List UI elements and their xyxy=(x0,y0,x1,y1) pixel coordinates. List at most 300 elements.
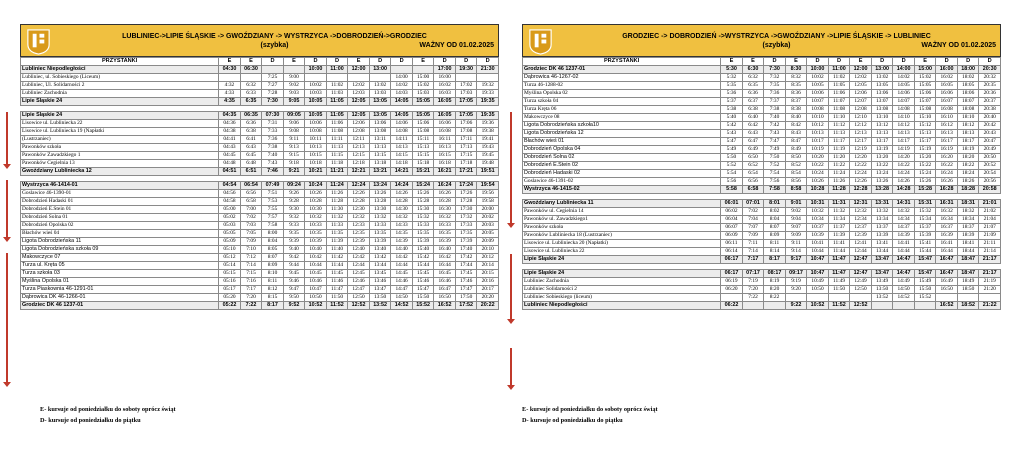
departure-time: 7:36 xyxy=(262,136,284,144)
departure-time: 05:20 xyxy=(219,294,241,302)
departure-time: 16:47 xyxy=(434,286,456,294)
day-code-header: D xyxy=(893,58,915,66)
departure-time: 11:47 xyxy=(828,256,850,264)
departure-time: 14:37 xyxy=(893,224,915,232)
table-row xyxy=(523,114,1001,122)
valid-from: WAŻNY OD 01.02.2025 xyxy=(419,41,494,49)
departure-time: 15:28 xyxy=(914,186,936,194)
stop-name: Wystrzyca 46-1414-01 xyxy=(21,182,219,190)
departure-time: 10:17 xyxy=(807,138,829,146)
departure-time: 16:49 xyxy=(936,278,958,286)
departure-time: 7:37 xyxy=(764,98,786,106)
departure-time: 9:17 xyxy=(785,256,807,264)
stop-name: Pawonków Lubliniecka 18 (Lustrzaniec) xyxy=(523,232,721,240)
departure-time: 5:37 xyxy=(721,98,743,106)
departure-time: 12:28 xyxy=(850,186,872,194)
departure-time: 12:06 xyxy=(850,90,872,98)
departure-time: 19:41 xyxy=(477,136,499,144)
departure-time: 05:22 xyxy=(219,302,241,310)
departure-time: 12:37 xyxy=(850,224,872,232)
departure-time: 11:33 xyxy=(326,222,348,230)
table-row xyxy=(21,198,499,206)
departure-time: 10:44 xyxy=(305,262,327,270)
departure-time: 10:00 xyxy=(305,66,327,74)
table-row xyxy=(523,130,1001,138)
departure-time: 5:38 xyxy=(721,106,743,114)
departure-time: 14:46 xyxy=(391,278,413,286)
stop-name: Gwoździany Lubliniecka 12 xyxy=(21,168,219,176)
departure-time: 14:02 xyxy=(893,74,915,82)
departure-time: 13:17 xyxy=(871,138,893,146)
departure-time xyxy=(893,302,915,310)
table-row xyxy=(21,246,499,254)
departure-time: 10:52 xyxy=(305,302,327,310)
departure-time: 14:50 xyxy=(893,286,915,294)
departure-time: 16:05 xyxy=(434,112,456,120)
departure-time: 11:50 xyxy=(326,294,348,302)
route-subtitle: (szybka) xyxy=(260,41,289,49)
departure-time: 19:54 xyxy=(477,182,499,190)
departure-time: 18:44 xyxy=(957,248,979,256)
departure-time: 18:06 xyxy=(957,90,979,98)
departure-time: 14:07 xyxy=(893,98,915,106)
departure-time: 20:40 xyxy=(979,114,1001,122)
departure-time: 6:42 xyxy=(742,122,764,130)
departure-time: 16:50 xyxy=(434,294,456,302)
departure-time: 20:49 xyxy=(979,146,1001,154)
departure-time: 15:12 xyxy=(914,122,936,130)
departure-time: 13:24 xyxy=(369,182,391,190)
table-row xyxy=(21,278,499,286)
departure-time: 14:17 xyxy=(893,138,915,146)
table-row xyxy=(21,222,499,230)
departure-time: 11:00 xyxy=(828,66,850,74)
departure-time: 13:39 xyxy=(369,238,391,246)
departure-time: 06:17 xyxy=(721,256,743,264)
departure-time xyxy=(412,66,434,74)
departure-time: 13:40 xyxy=(369,246,391,254)
departure-time: 12:22 xyxy=(850,162,872,170)
table-row xyxy=(21,128,499,136)
legend-e: E- kursuje od poniedziałku do soboty oprócz świąt xyxy=(522,406,658,413)
departure-time: 14:11 xyxy=(391,136,413,144)
departure-time: 12:46 xyxy=(348,278,370,286)
departure-time: 8:47 xyxy=(785,138,807,146)
departure-time: 6:48 xyxy=(240,160,262,168)
departure-time: 8:20 xyxy=(764,286,786,294)
departure-time: 13:28 xyxy=(369,198,391,206)
departure-time: 13:41 xyxy=(871,240,893,248)
departure-time xyxy=(742,302,764,310)
departure-time: 8:14 xyxy=(764,248,786,256)
departure-time: 13:05 xyxy=(369,112,391,120)
departure-time: 15:15 xyxy=(412,152,434,160)
departure-time: 12:47 xyxy=(348,286,370,294)
departure-time: 16:32 xyxy=(434,214,456,222)
departure-time: 12:21 xyxy=(348,168,370,176)
departure-time: 13:35 xyxy=(369,230,391,238)
departure-time: 15:52 xyxy=(914,294,936,302)
departure-time: 19:43 xyxy=(477,144,499,152)
stop-name: Dobrodzień E.Stein 01 xyxy=(21,206,219,214)
departure-time: 10:35 xyxy=(305,230,327,238)
departure-time: 5:43 xyxy=(721,130,743,138)
departure-time: 14:21 xyxy=(391,168,413,176)
departure-time: 8:49 xyxy=(785,146,807,154)
departure-time: 20:00 xyxy=(477,206,499,214)
departure-time: 16:26 xyxy=(936,178,958,186)
departure-time: 18:39 xyxy=(957,232,979,240)
day-code-header: E xyxy=(850,58,872,66)
stop-name: Turza ul. Kręta 05 xyxy=(21,262,219,270)
departure-time: 9:09 xyxy=(785,232,807,240)
header-left xyxy=(20,24,499,57)
departure-time: 13:37 xyxy=(871,224,893,232)
departure-time: 11:42 xyxy=(326,254,348,262)
day-code-header: D xyxy=(957,58,979,66)
departure-time: 06:09 xyxy=(721,232,743,240)
departure-time: 11:46 xyxy=(326,278,348,286)
departure-time: 14:15 xyxy=(391,152,413,160)
departure-time xyxy=(871,302,893,310)
departure-time: 16:00 xyxy=(434,74,456,82)
departure-time: 13:28 xyxy=(871,186,893,194)
departure-time: 12:10 xyxy=(850,114,872,122)
departure-time: 9:35 xyxy=(283,230,305,238)
stop-name: Ligota Dobrodzieńska szkoła 09 xyxy=(21,246,219,254)
departure-time: 10:02 xyxy=(807,74,829,82)
departure-time: 14:45 xyxy=(391,270,413,278)
departure-time: 16:07 xyxy=(936,98,958,106)
departure-time: 14:24 xyxy=(391,182,413,190)
departure-time: 11:24 xyxy=(828,170,850,178)
departure-time: 08:17 xyxy=(764,270,786,278)
departure-time: 7:43 xyxy=(262,160,284,168)
departure-time: 12:06 xyxy=(348,120,370,128)
departure-time: 16:40 xyxy=(434,246,456,254)
departure-time: 15:37 xyxy=(914,224,936,232)
departure-time: 09:24 xyxy=(283,182,305,190)
table-row xyxy=(21,206,499,214)
departure-time: 10:06 xyxy=(807,90,829,98)
table-row xyxy=(21,190,499,198)
departure-time: 7:22 xyxy=(742,294,764,302)
departure-time: 12:08 xyxy=(850,106,872,114)
departure-time: 15:06 xyxy=(914,90,936,98)
departure-time: 06:04 xyxy=(721,216,743,224)
departure-time: 10:21 xyxy=(305,168,327,176)
departure-time: 12:28 xyxy=(348,198,370,206)
departure-time: 13:50 xyxy=(871,286,893,294)
departure-time: 15:28 xyxy=(412,198,434,206)
departure-time: 05:03 xyxy=(219,222,241,230)
departure-time: 17:15 xyxy=(455,152,477,160)
departure-time: 8:35 xyxy=(785,82,807,90)
departure-time: 9:44 xyxy=(283,262,305,270)
departure-time: 14:35 xyxy=(391,230,413,238)
table-row xyxy=(21,214,499,222)
departure-time: 7:20 xyxy=(742,286,764,294)
stop-name: Lipie Śląskie 24 xyxy=(21,112,219,120)
stop-name: Dobrodzień Opolska 04 xyxy=(523,146,721,154)
departure-time: 10:34 xyxy=(807,216,829,224)
departure-time: 7:38 xyxy=(764,106,786,114)
stop-name: Lisowice ul. Lubliniecka 19 (Napłatki xyxy=(21,128,219,136)
departure-time: 06:17 xyxy=(721,270,743,278)
departure-time: 14:52 xyxy=(893,294,915,302)
departure-time: 13:47 xyxy=(871,270,893,278)
table-row xyxy=(21,112,499,120)
departure-time: 15:49 xyxy=(914,278,936,286)
departure-time: 4:35 xyxy=(219,98,241,106)
departure-time: 8:30 xyxy=(785,66,807,74)
departure-time: 11:44 xyxy=(828,248,850,256)
departure-time: 14:24 xyxy=(893,170,915,178)
stop-name: Lisowice ul. Lubliniecka 22 xyxy=(21,120,219,128)
departure-time xyxy=(219,74,241,82)
day-code-header: D xyxy=(979,58,1001,66)
table-row xyxy=(523,200,1001,208)
departure-time: 18:26 xyxy=(957,178,979,186)
departure-time: 04:38 xyxy=(219,128,241,136)
departure-time: 21:01 xyxy=(979,200,1001,208)
departure-time: 9:26 xyxy=(283,190,305,198)
departure-time: 11:11 xyxy=(326,136,348,144)
departure-time: 9:04 xyxy=(785,216,807,224)
departure-time xyxy=(262,66,284,74)
table-row xyxy=(523,224,1001,232)
departure-time: 11:05 xyxy=(326,112,348,120)
departure-time: 14:40 xyxy=(391,246,413,254)
departure-time: 14:08 xyxy=(893,106,915,114)
direction-arrow xyxy=(510,112,512,224)
departure-time: 13:05 xyxy=(369,98,391,106)
departure-time: 11:44 xyxy=(326,262,348,270)
departure-time: 11:28 xyxy=(326,198,348,206)
departure-time: 14:47 xyxy=(391,286,413,294)
departure-time: 11:26 xyxy=(828,178,850,186)
departure-time: 13:26 xyxy=(369,190,391,198)
stop-name: Goslawice 46-1390-01 xyxy=(21,190,219,198)
departure-time: 10:03 xyxy=(305,90,327,98)
table-row xyxy=(523,286,1001,294)
departure-time: 15:10 xyxy=(914,114,936,122)
day-code-header: E xyxy=(742,58,764,66)
departure-time: 15:18 xyxy=(412,160,434,168)
departure-time: 12:42 xyxy=(348,254,370,262)
departure-time: 20:42 xyxy=(979,122,1001,130)
departure-time: 05:09 xyxy=(219,238,241,246)
departure-time: 15:50 xyxy=(412,294,434,302)
departure-time: 17:11 xyxy=(455,136,477,144)
departure-time: 10:05 xyxy=(305,112,327,120)
departure-time: 19:35 xyxy=(477,112,499,120)
departure-time: 16:37 xyxy=(936,224,958,232)
logo-icon xyxy=(24,27,53,56)
day-code-header: D xyxy=(764,58,786,66)
departure-time: 13:03 xyxy=(369,90,391,98)
departure-time: 18:50 xyxy=(957,286,979,294)
departure-time: 16:20 xyxy=(936,154,958,162)
departure-time: 11:28 xyxy=(828,186,850,194)
departure-time: 11:52 xyxy=(828,302,850,310)
departure-time: 9:52 xyxy=(283,302,305,310)
stop-name: Ligota Dobrodzieńska 12 xyxy=(523,130,721,138)
departure-time: 8:11 xyxy=(262,278,284,286)
stop-name: Dobrodzień Opolska 02 xyxy=(21,222,219,230)
stop-name: Myślina Opolska 01 xyxy=(21,278,219,286)
departure-time: 13:22 xyxy=(871,162,893,170)
departure-time xyxy=(455,74,477,82)
departure-time: 14:02 xyxy=(391,82,413,90)
stop-name: Lubliniec Sobieskiego (liceum) xyxy=(523,294,721,302)
departure-time: 11:52 xyxy=(326,302,348,310)
departure-time: 10:26 xyxy=(807,178,829,186)
stop-name: Lipie Śląskie 24 xyxy=(21,98,219,106)
departure-time: 17:18 xyxy=(455,160,477,168)
departure-time: 11:49 xyxy=(828,278,850,286)
departure-time: 11:12 xyxy=(828,122,850,130)
departure-time: 15:17 xyxy=(914,138,936,146)
departure-time: 06:19 xyxy=(721,278,743,286)
departure-time: 7:40 xyxy=(262,152,284,160)
departure-time: 15:41 xyxy=(914,240,936,248)
day-code-header: E xyxy=(412,58,434,66)
day-code-header: E xyxy=(721,58,743,66)
departure-time: 10:24 xyxy=(807,170,829,178)
table-row xyxy=(21,82,499,90)
departure-time: 17:45 xyxy=(455,270,477,278)
departure-time: 7:49 xyxy=(764,146,786,154)
departure-time: 14:52 xyxy=(391,302,413,310)
departure-time: 14:30 xyxy=(391,206,413,214)
departure-time: 12:32 xyxy=(348,214,370,222)
route-subtitle: (szybka) xyxy=(762,41,791,49)
departure-time: 19:48 xyxy=(477,160,499,168)
departure-time: 12:47 xyxy=(850,256,872,264)
departure-time: 6:30 xyxy=(742,66,764,74)
departure-time: 11:30 xyxy=(326,206,348,214)
departure-time: 9:33 xyxy=(283,222,305,230)
departure-time: 16:24 xyxy=(936,170,958,178)
departure-time: 7:32 xyxy=(764,74,786,82)
departure-time: 6:32 xyxy=(240,82,262,90)
table-row xyxy=(21,98,499,106)
table-row xyxy=(21,120,499,128)
departure-time: 16:03 xyxy=(434,90,456,98)
departure-time: 14:47 xyxy=(893,270,915,278)
departure-time: 17:02 xyxy=(455,82,477,90)
departure-time: 9:11 xyxy=(283,136,305,144)
departure-time: 12:49 xyxy=(850,278,872,286)
departure-time: 7:31 xyxy=(262,120,284,128)
departure-time: 7:57 xyxy=(262,214,284,222)
departure-time: 16:13 xyxy=(434,144,456,152)
departure-time: 8:09 xyxy=(262,262,284,270)
departure-time: 14:41 xyxy=(893,240,915,248)
departure-time: 12:07 xyxy=(850,98,872,106)
departure-time: 9:11 xyxy=(785,240,807,248)
departure-time: 12:00 xyxy=(850,66,872,74)
departure-time: 15:44 xyxy=(914,248,936,256)
departure-time: 14:19 xyxy=(893,146,915,154)
departure-time: 12:20 xyxy=(850,154,872,162)
table-row xyxy=(523,146,1001,154)
departure-time: 16:30 xyxy=(434,206,456,214)
departure-time: 14:44 xyxy=(391,262,413,270)
departure-time: 11:39 xyxy=(828,232,850,240)
departure-time: 11:32 xyxy=(326,214,348,222)
departure-time: 04:54 xyxy=(219,182,241,190)
legend-d: D- kursuje od poniedziałku do piątku xyxy=(40,417,141,424)
departure-time: 05:16 xyxy=(219,278,241,286)
departure-time xyxy=(348,74,370,82)
departure-time: 17:35 xyxy=(455,230,477,238)
departure-time: 15:20 xyxy=(914,154,936,162)
departure-time: 16:22 xyxy=(936,162,958,170)
departure-time: 7:36 xyxy=(764,90,786,98)
departure-time: 17:42 xyxy=(455,254,477,262)
route-title: LUBLINIEC->LIPIE ŚLĄSKIE -> GWOŹDZIANY -> WYSTRZYCA ->DOBRODZIEŃ->GRODZIEC xyxy=(122,32,427,40)
departure-time: 16:05 xyxy=(434,98,456,106)
departure-time: 16:18 xyxy=(434,160,456,168)
departure-time: 7:52 xyxy=(764,162,786,170)
departure-time: 21:07 xyxy=(979,224,1001,232)
stop-name: Dobrodzień Solna 01 xyxy=(21,214,219,222)
departure-time: 06:35 xyxy=(240,112,262,120)
stop-name: Lisowice ul. Lubliniecka 20 (Napłatki) xyxy=(523,240,721,248)
departure-time: 11:05 xyxy=(828,82,850,90)
departure-time: 16:31 xyxy=(936,200,958,208)
departure-time: 8:36 xyxy=(785,90,807,98)
departure-time: 04:51 xyxy=(219,168,241,176)
departure-time: 17:05 xyxy=(455,98,477,106)
stop-name: Pawonków Zawadzkiego 1 xyxy=(21,152,219,160)
departure-time: 17:24 xyxy=(455,182,477,190)
departure-time: 7:20 xyxy=(240,294,262,302)
departure-time: 04:48 xyxy=(219,160,241,168)
departure-time: 19:30 xyxy=(455,66,477,74)
departure-time: 13:19 xyxy=(871,146,893,154)
departure-time: 14:32 xyxy=(893,208,915,216)
departure-time: 11:22 xyxy=(828,162,850,170)
departure-time: 16:02 xyxy=(936,74,958,82)
departure-time: 14:49 xyxy=(893,278,915,286)
departure-time: 21:09 xyxy=(979,232,1001,240)
departure-time: 12:50 xyxy=(850,286,872,294)
departure-time: 18:07 xyxy=(957,98,979,106)
day-code-header: D xyxy=(807,58,829,66)
departure-time xyxy=(369,74,391,82)
day-code-header: D xyxy=(391,58,413,66)
departure-time: 15:32 xyxy=(914,208,936,216)
departure-time: 14:06 xyxy=(391,120,413,128)
departure-time: 14:39 xyxy=(893,232,915,240)
departure-time: 5:56 xyxy=(721,178,743,186)
departure-time: 5:40 xyxy=(721,114,743,122)
departure-time: 7:58 xyxy=(764,186,786,194)
departure-time: 17:33 xyxy=(455,222,477,230)
departure-time: 20:56 xyxy=(979,178,1001,186)
departure-time: 12:18 xyxy=(348,160,370,168)
day-code-header: D xyxy=(369,58,391,66)
departure-time: 16:52 xyxy=(936,302,958,310)
departure-time: 6:43 xyxy=(742,130,764,138)
departure-time: 13:11 xyxy=(369,136,391,144)
departure-time: 11:40 xyxy=(326,246,348,254)
departure-time: 11:35 xyxy=(326,230,348,238)
departure-time: 15:32 xyxy=(412,214,434,222)
